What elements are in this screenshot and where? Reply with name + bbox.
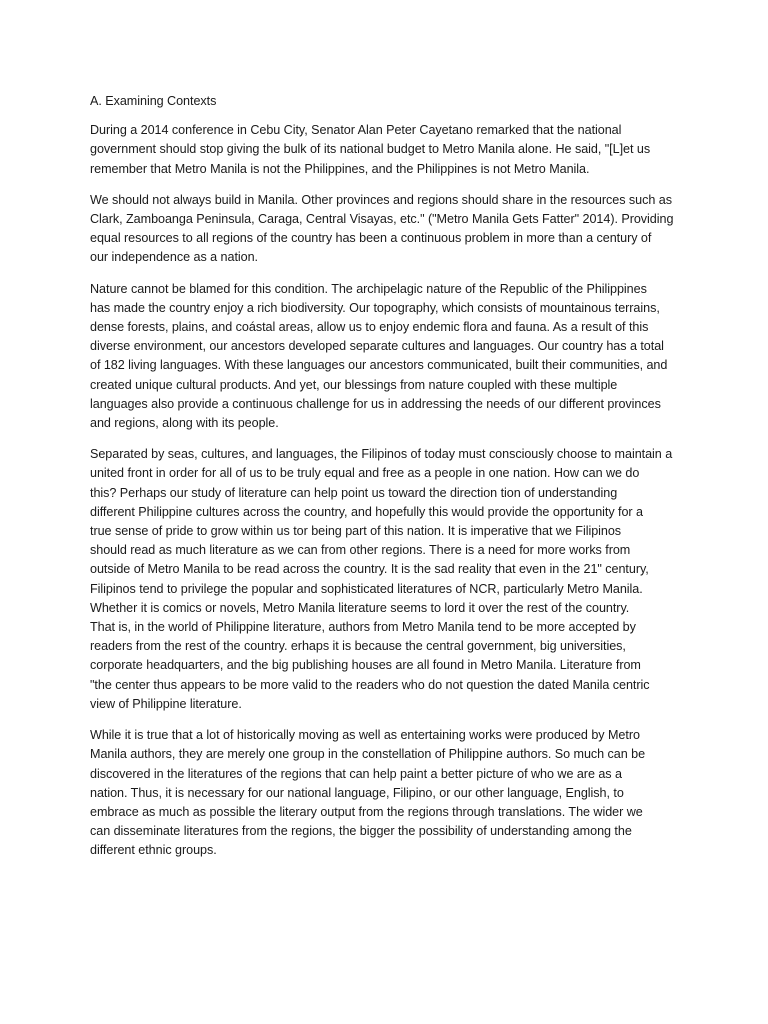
text-line: Manila authors, they are merely one group in the constellation of Philippine authors. So much can be xyxy=(90,747,646,762)
text-line: Separated by seas, cultures, and languages, the Filipinos of today must consciously choose to maintain a xyxy=(90,447,673,462)
text-line: languages also provide a continuous challenge for us in addressing the needs of our different provinces xyxy=(90,396,661,411)
paragraph-2 xyxy=(90,191,682,268)
text-line: of 182 living languages. With these languages our ancestors communicated, built their communities, and xyxy=(90,358,668,373)
text-line: Filipinos tend to privilege the popular and sophisticated literatures of NCR, particularly Metro Manila. xyxy=(90,581,643,596)
section-heading: A. Examining Contexts xyxy=(90,94,217,108)
text-line: should read as much literature as we can from other regions. There is a need for more works from xyxy=(90,543,631,558)
text-line: true sense of pride to grow within us tor being part of this nation. It is imperative that we Filipinos xyxy=(90,524,622,539)
document-body xyxy=(90,121,682,860)
text-line: corporate headquarters, and the big publishing houses are all found in Metro Manila. Literature from xyxy=(90,658,641,673)
text-line: outside of Metro Manila to be read across the country. It is the sad reality that even in the 21" century, xyxy=(90,562,649,577)
text-line: While it is true that a lot of historically moving as well as entertaining works were produced by Metro xyxy=(90,728,640,743)
text-line: discovered in the literatures of the regions that can help paint a better picture of who we are as a xyxy=(90,766,622,781)
text-line: different ethnic groups. xyxy=(90,843,217,858)
text-line: view of Philippine literature. xyxy=(90,696,242,711)
text-line: created unique cultural products. And yet, our blessings from nature coupled with these multiple xyxy=(90,377,618,392)
text-line: dense forests, plains, and coástal areas, allow us to enjoy endemic flora and fauna. As a result of this xyxy=(90,320,649,335)
text-line: remember that Metro Manila is not the Philippines, and the Philippines is not Metro Manila. xyxy=(90,161,590,176)
paragraph-3 xyxy=(90,280,682,434)
text-line: this? Perhaps our study of literature can help point us toward the direction tion of understanding xyxy=(90,485,618,500)
text-line: diverse environment, our ancestors developed separate cultures and languages. Our country has a total xyxy=(90,339,664,354)
text-line: Clark, Zamboanga Peninsula, Caraga, Central Visayas, etc." ("Metro Manila Gets Fatter" 2014). Providing xyxy=(90,212,674,227)
paragraph-1 xyxy=(90,121,682,179)
text-line: embrace as much as possible the literary output from the regions through translations. The wider we xyxy=(90,804,643,819)
text-line: We should not always build in Manila. Other provinces and regions should share in the resources such as xyxy=(90,192,672,207)
text-line: During a 2014 conference in Cebu City, Senator Alan Peter Cayetano remarked that the national xyxy=(90,123,622,138)
text-line: has made the country enjoy a rich biodiversity. Our topography, which consists of mountainous terrains, xyxy=(90,300,660,315)
text-line: government should stop giving the bulk of its national budget to Metro Manila alone. He said, "[L]et us xyxy=(90,142,651,157)
text-line: different Philippine cultures across the country, and hopefully this would provide the opportunity for a xyxy=(90,504,643,519)
text-line: Whether it is comics or novels, Metro Manila literature seems to lord it over the rest of the country. xyxy=(90,600,630,615)
text-line: equal resources to all regions of the country has been a continuous problem in more than a century of xyxy=(90,231,652,246)
text-line: Nature cannot be blamed for this condition. The archipelagic nature of the Republic of the Philippines xyxy=(90,281,647,296)
text-line: readers from the rest of the country. erhaps it is because the central government, big universities, xyxy=(90,639,626,654)
text-line: "the center thus appears to be more valid to the readers who do not question the dated Manila centric xyxy=(90,677,650,692)
text-line: nation. Thus, it is necessary for our national language, Filipino, or our other language, English, to xyxy=(90,785,624,800)
text-line: united front in order for all of us to be truly equal and free as a people in one nation. How can we do xyxy=(90,466,640,481)
paragraph-4 xyxy=(90,445,682,714)
text-line: our independence as a nation. xyxy=(90,250,259,265)
paragraph-5 xyxy=(90,726,682,860)
text-line: and regions, along with its people. xyxy=(90,416,279,431)
text-line: can disseminate literatures from the regions, the bigger the possibility of understanding among the xyxy=(90,824,632,839)
text-line: That is, in the world of Philippine literature, authors from Metro Manila tend to be more accepted by xyxy=(90,620,636,635)
